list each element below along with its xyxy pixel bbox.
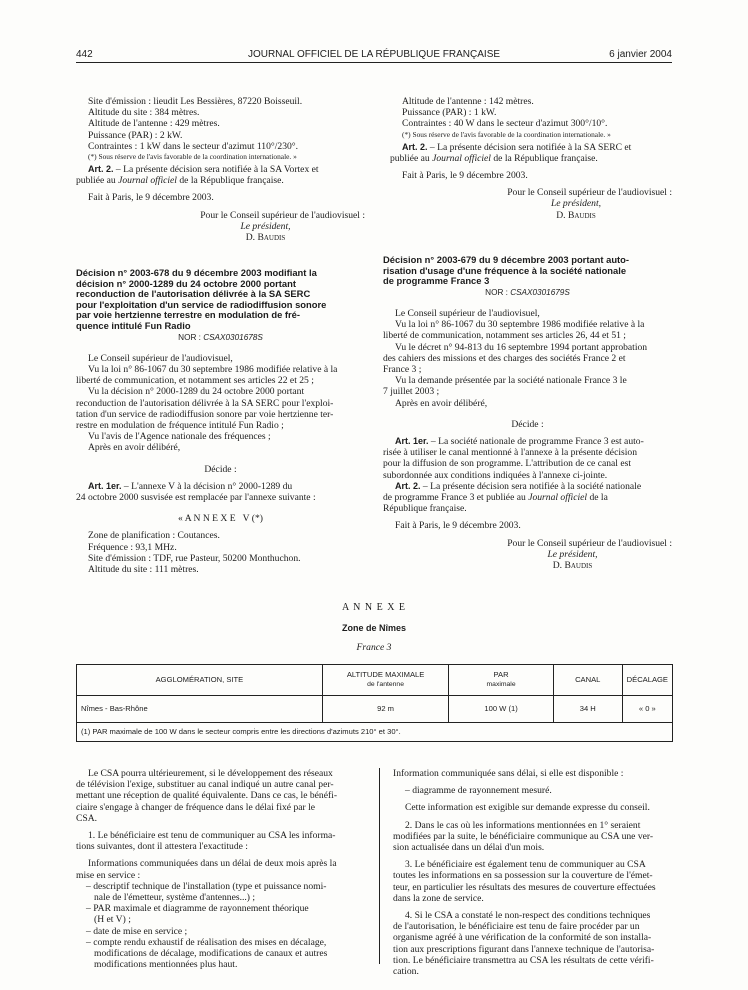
col-canal: CANAL	[553, 665, 622, 696]
decision-title-line: pour l'exploitation d'un service de radiodiffusion sonore	[76, 298, 327, 310]
paragraph: 1. Le bénéficiaire est tenu de communiquer au CSA les informa-	[88, 830, 336, 842]
article-label: Art. 1er.	[395, 436, 429, 447]
table-header-row	[77, 665, 673, 696]
annexe-title: A N N E X E	[341, 602, 407, 613]
paragraph: 3. Le bénéficiaire est également tenu de communiquer au CSA	[405, 859, 646, 871]
bottom-right-column	[393, 768, 673, 977]
top-left-column	[76, 96, 365, 243]
paragraph: 4. Si le CSA a constaté le non-respect des conditions techniques	[405, 910, 651, 922]
paragraph: tions suivantes, dont il attestera l'exactitude :	[76, 841, 248, 853]
fait-a-paris: Fait à Paris, le 9 décembre 2003.	[395, 520, 521, 532]
article-2: Art. 2. – La présente décision sera notifiée à la société nationale	[395, 480, 642, 492]
paragraph: Cette information est exigible sur demande expresse du conseil.	[405, 802, 650, 814]
list-item: – descriptif technique de l'installation (type et puissance nomi- nale de l'émetteur, système d'antennes...) ;	[86, 880, 327, 904]
cell-canal: 34 H	[553, 696, 622, 723]
bottom-left-column	[76, 768, 365, 970]
signature-name: D. Baudis	[552, 560, 593, 572]
issue-date: 6 janvier 2004	[609, 49, 672, 60]
decision-679	[383, 255, 672, 571]
decision-title-line: Décision n° 2003-679 du 9 décembre 2003 portant auto-	[383, 254, 630, 265]
paragraph: cation.	[393, 966, 419, 978]
fait-a-paris: Fait à Paris, le 9 décembre 2003.	[88, 192, 214, 204]
paragraph: liberté de communication, notamment ses articles 26, 44 et 51 ;	[383, 330, 626, 342]
article-2-cont: République française.	[383, 503, 467, 515]
article-2: Art. 2. – La présente décision sera notifiée à la SA Vortex et	[88, 164, 319, 176]
puissance: Puissance (PAR) : 2 kW.	[88, 129, 183, 141]
journal-title: JOURNAL OFFICIEL DE LA RÉPUBLIQUE FRANÇAISE	[247, 49, 501, 60]
signature-pour: Pour le Conseil supérieur de l'audiovisuel :	[507, 537, 672, 549]
paragraph: Vu la loi n° 86-1067 du 30 septembre 1986 modifiée relative à la	[88, 363, 338, 375]
cell-par: 100 W (1)	[449, 696, 554, 723]
decision-678	[76, 268, 365, 575]
signature-pour: Pour le Conseil supérieur de l'audiovisuel :	[507, 187, 672, 199]
decision-title-line: décision n° 2000-1289 du 24 octobre 2000 portant	[76, 277, 296, 289]
paragraph: Vu le décret n° 94-813 du 16 septembre 1994 portant approbation	[395, 341, 648, 353]
list-item: – diagramme de rayonnement mesuré.	[405, 785, 552, 797]
page-number: 442	[76, 49, 93, 60]
contraintes: Contraintes : 40 W dans le secteur d'azimut 300°/10°.	[402, 118, 608, 130]
annexe-subtitle: France 3	[356, 642, 392, 653]
article-1-cont: pour la diffusion de son programme. L'attribution de ce canal est	[383, 458, 631, 470]
decision-title-line: reconduction de l'autorisation délivrée à la SA SERC	[76, 288, 311, 300]
list-item: – compte rendu exhaustif de réalisation des mises en décalage, modifications de décalage, modifications de canaux et autres modifications mentionnées plus haut.	[86, 936, 328, 971]
article-label: Art. 2.	[402, 141, 428, 152]
cell-site: Nîmes - Bas-Rhône	[77, 696, 323, 723]
paragraph: de télévision l'exige, substituer au canal indiqué un autre canal per-	[76, 779, 334, 791]
info-list	[76, 881, 365, 971]
paragraph: Après en avoir délibéré,	[395, 397, 488, 409]
paragraph: Le Conseil supérieur de l'audiovisuel,	[88, 352, 233, 364]
signature-role: Le président,	[547, 548, 598, 560]
col-decalage: DÉCALAGE	[622, 665, 672, 696]
annexe-table	[76, 664, 673, 742]
article-1-cont: 24 octobre 2000 susvisée est remplacée par l'annexe suivante :	[76, 492, 316, 503]
article-label: Art. 2.	[88, 164, 114, 175]
decide: Décide :	[204, 463, 237, 475]
col-par: PAR maximale	[449, 665, 554, 696]
paragraph: toutes les informations en sa possession sur la couverture de l'émet-	[393, 870, 653, 882]
paragraph: Informations communiquées dans un délai de deux mois après la	[88, 858, 337, 870]
paragraph: CSA.	[76, 812, 98, 824]
article-1-cont: subordonnée aux conditions indiquées à l'annexe ci-jointe.	[383, 469, 608, 481]
signature-pour: Pour le Conseil supérieur de l'audiovisuel :	[200, 209, 365, 221]
contraintes: Contraintes : 1 kW dans le secteur d'azimut 110°/230°.	[88, 140, 299, 152]
paragraph: 7 juillet 2003 ;	[383, 386, 440, 398]
paragraph: Information communiquée sans délai, si elle est disponible :	[393, 768, 624, 779]
cell-altitude: 92 m	[322, 696, 448, 723]
paragraph: Après en avoir délibéré,	[88, 442, 181, 454]
table-row	[77, 696, 673, 723]
frequence: Fréquence : 93,1 MHz.	[88, 541, 177, 553]
paragraph: restre en modulation de fréquence intitulé Fun Radio ;	[76, 419, 284, 431]
altitude-antenne: Altitude de l'antenne : 429 mètres.	[88, 118, 220, 130]
altitude-site: Altitude du site : 111 mètres.	[88, 564, 199, 576]
paragraph: dans la zone de service.	[393, 892, 484, 904]
article-2: Art. 2. – La présente décision sera notifiée à la SA SERC et	[402, 141, 632, 153]
fait-a-paris: Fait à Paris, le 9 décembre 2003.	[402, 170, 528, 182]
paragraph: teur, en particulier les résultats des mesures de couverture effectuées	[393, 881, 656, 893]
table-note: (1) PAR maximale de 100 W dans le secteur compris entre les directions d'azimuts 210° et 30°.	[77, 723, 673, 742]
paragraph: Vu la loi n° 86-1067 du 30 septembre 1986 modifiée relative à la	[395, 319, 645, 331]
paragraph: Vu la décision n° 2000-1289 du 24 octobre 2000 portant	[88, 386, 305, 398]
article-2-cont: publiée au Journal officiel de la République française.	[76, 175, 284, 187]
site-emission: Site d'émission : TDF, rue Pasteur, 50200 Monthuchon.	[88, 552, 301, 564]
article-1-cont: risée à utiliser le canal mentionné à l'annexe à la présente décision	[383, 447, 637, 459]
paragraph: 2. Dans le cas où les informations mentionnées en 1° seraient	[405, 819, 641, 831]
paragraph: France 3 ;	[383, 364, 422, 375]
table-note-row	[77, 723, 673, 742]
col-agglomeration: AGGLOMÉRATION, SITE	[77, 665, 323, 696]
article-label: Art. 1er.	[88, 480, 122, 491]
article-label: Art. 2.	[395, 480, 421, 491]
decision-title-line: de programme France 3	[383, 275, 490, 287]
top-right-column	[390, 96, 672, 221]
annexe-zone: Zone de Nîmes	[341, 623, 406, 633]
decision-title-line: quence intitulé Fun Radio	[76, 319, 191, 331]
article-2-cont: de programme France 3 et publiée au Journal officiel de la	[383, 492, 608, 504]
paragraph: Le CSA pourra ultérieurement, si le développement des réseaux	[88, 768, 333, 779]
nor-reference: NOR : CSAX0301679S	[485, 287, 570, 297]
paragraph: mettant une réception de qualité équivalente. Dans ce cas, le bénéfi-	[76, 790, 338, 802]
paragraph: tion aux prescriptions figurant dans l'annexe technique de l'autorisa-	[393, 943, 655, 955]
zone-planification: Zone de planification : Coutances.	[88, 530, 220, 542]
signature-name: D. Baudis	[245, 232, 286, 244]
paragraph: mise en service :	[76, 869, 141, 881]
paragraph: tion. Le bénéficiaire transmettra au CSA les résultats de cette vérifi-	[393, 954, 654, 966]
header-rule	[76, 62, 672, 63]
footnote: (*) Sous réserve de l'avis favorable de la coordination internationale. »	[88, 152, 297, 162]
paragraph: liberté de communication, et notamment ses articles 22 et 25 ;	[76, 375, 314, 387]
list-item: – date de mise en service ;	[86, 925, 188, 937]
altitude-antenne: Altitude de l'antenne : 142 mètres.	[402, 96, 534, 107]
annexe-v-heading: « A N N E X E V (*)	[178, 513, 263, 525]
list-item: – PAR maximale et diagramme de rayonnement théorique (H et V) ;	[86, 903, 309, 926]
paragraph: ciaire s'engage à changer de fréquence dans le délai fixé par le	[76, 801, 316, 813]
nor-reference: NOR : CSAX0301678S	[178, 332, 263, 342]
article-1: Art. 1er. – La société nationale de programme France 3 est auto-	[395, 436, 644, 448]
signature-role: Le président,	[240, 220, 291, 232]
paragraph: reconduction de l'autorisation délivrée à la SA SERC pour l'exploi-	[76, 397, 334, 409]
paragraph: organisme agréé à une vérification de la conformité de son installa-	[393, 932, 652, 944]
footnote: (*) Sous réserve de l'avis favorable de la coordination internationale. »	[402, 129, 611, 139]
decision-title-line: par voie hertzienne terrestre en modulation de fré-	[76, 309, 301, 321]
paragraph: des cahiers des missions et des charges des sociétés France 2 et	[383, 352, 626, 364]
paragraph: Vu la demande présentée par la société nationale France 3 le	[395, 375, 627, 387]
paragraph: Vu l'avis de l'Agence nationale des fréquences ;	[88, 431, 271, 443]
decision-title-line: risation d'usage d'une fréquence à la société nationale	[383, 264, 627, 276]
paragraph: Le Conseil supérieur de l'audiovisuel,	[395, 307, 540, 319]
paragraph: modifiées par la suite, le bénéficiaire communique au CSA une ver-	[393, 830, 654, 842]
puissance: Puissance (PAR) : 1 kW.	[402, 107, 497, 119]
cell-decalage: « 0 »	[622, 696, 672, 723]
signature-name: D. Baudis	[556, 209, 596, 221]
col-altitude: ALTITUDE MAXIMALE de l'antenne	[322, 665, 448, 696]
column-separator	[379, 768, 380, 964]
decision-title-line: Décision n° 2003-678 du 9 décembre 2003 modifiant la	[76, 267, 317, 278]
paragraph: tation d'un service de radiodiffusion sonore par voie hertzienne ter-	[76, 408, 334, 420]
altitude-site: Altitude du site : 384 mètres.	[88, 107, 200, 119]
site-emission: Site d'émission : lieudit Les Bessières, 87220 Boisseuil.	[88, 96, 303, 107]
signature-role: Le président,	[550, 198, 602, 210]
paragraph: de l'autorisation, le bénéficiaire est tenu de faire procéder par un	[393, 921, 640, 933]
article-2-cont: publiée au Journal officiel de la République française.	[390, 152, 598, 164]
paragraph: sion actualisée dans un délai d'un mois.	[393, 842, 545, 854]
decide: Décide :	[511, 418, 544, 430]
article-1: Art. 1er. – L'annexe V à la décision n° 2000-1289 du	[88, 480, 293, 492]
